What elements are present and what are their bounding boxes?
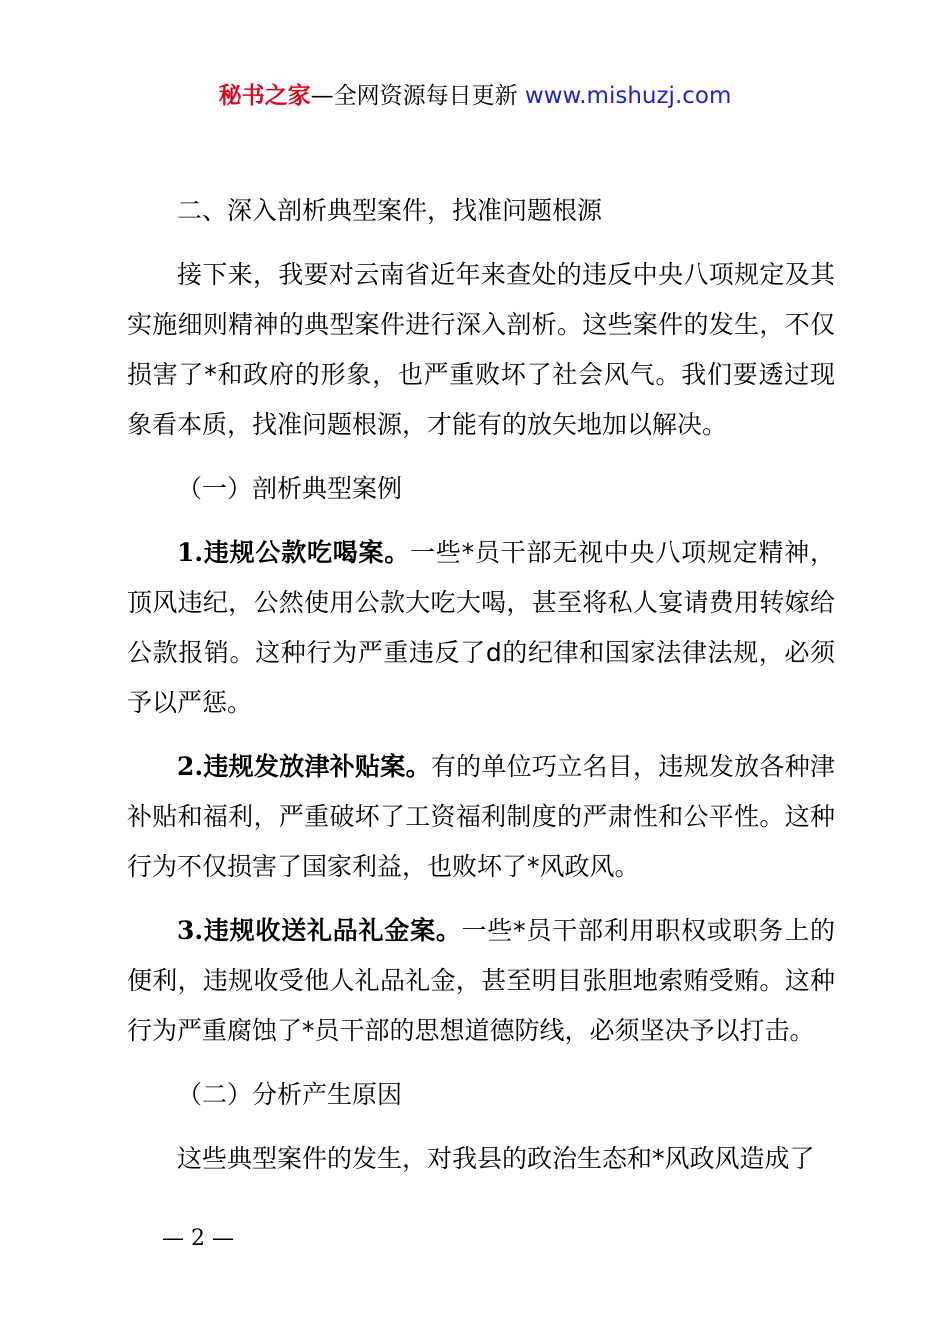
subheading-cases: （一）剖析典型案例	[177, 474, 403, 503]
case-paragraph-2	[127, 742, 835, 892]
last-paragraph: 这些典型案件的发生，对我县的政治生态和*风政风造成了	[177, 1144, 815, 1173]
case-paragraph-3	[127, 906, 835, 1056]
case-body-1: 一些*员干部无视中央八项规定精神，顶风违纪，公然使用公款大吃大喝，甚至将私人宴请费用转嫁给公款报销。这种行为严重违反了d的纪律和国家法律法规，必须予以严惩。	[127, 538, 835, 717]
subheading-causes: （二）分析产生原因	[177, 1080, 403, 1109]
brand-name: 秘书之家	[218, 83, 311, 109]
case-body-3: 一些*员干部利用职权或职务上的便利，违规收受他人礼品礼金，甚至明目张胆地索贿受贿。这种行为严重腐蚀了*员干部的思想道德防线，必须坚决予以打击。	[127, 916, 835, 1045]
site-header	[0, 80, 950, 112]
case-body-2: 有的单位巧立名目，违规发放各种津补贴和福利，严重破坏了工资福利制度的严肃性和公平性。这种行为不仅损害了国家利益，也败坏了*风政风。	[127, 752, 835, 881]
intro-paragraph: 接下来，我要对云南省近年来查处的违反中央八项规定及其实施细则精神的典型案件进行深入剖析。这些案件的发生，不仅损害了*和政府的形象，也严重败坏了社会风气。我们要透过现象看本质，找准问题根源，才能有的放矢地加以解决。	[127, 260, 835, 439]
case-paragraph-1	[127, 528, 835, 728]
case-title-1: 1.违规公款吃喝案。	[177, 538, 411, 567]
site-url-link[interactable]: www.mishuzj.com	[524, 83, 732, 109]
case-title-2: 2.违规发放津补贴案。	[177, 752, 431, 781]
page-number: — 2 —	[162, 1226, 234, 1251]
header-tagline: —全网资源每日更新	[310, 83, 518, 109]
section-heading: 二、深入剖析典型案件，找准问题根源	[177, 196, 603, 225]
case-title-3: 3.违规收送礼品礼金案。	[177, 916, 462, 945]
document-body	[127, 186, 835, 1198]
